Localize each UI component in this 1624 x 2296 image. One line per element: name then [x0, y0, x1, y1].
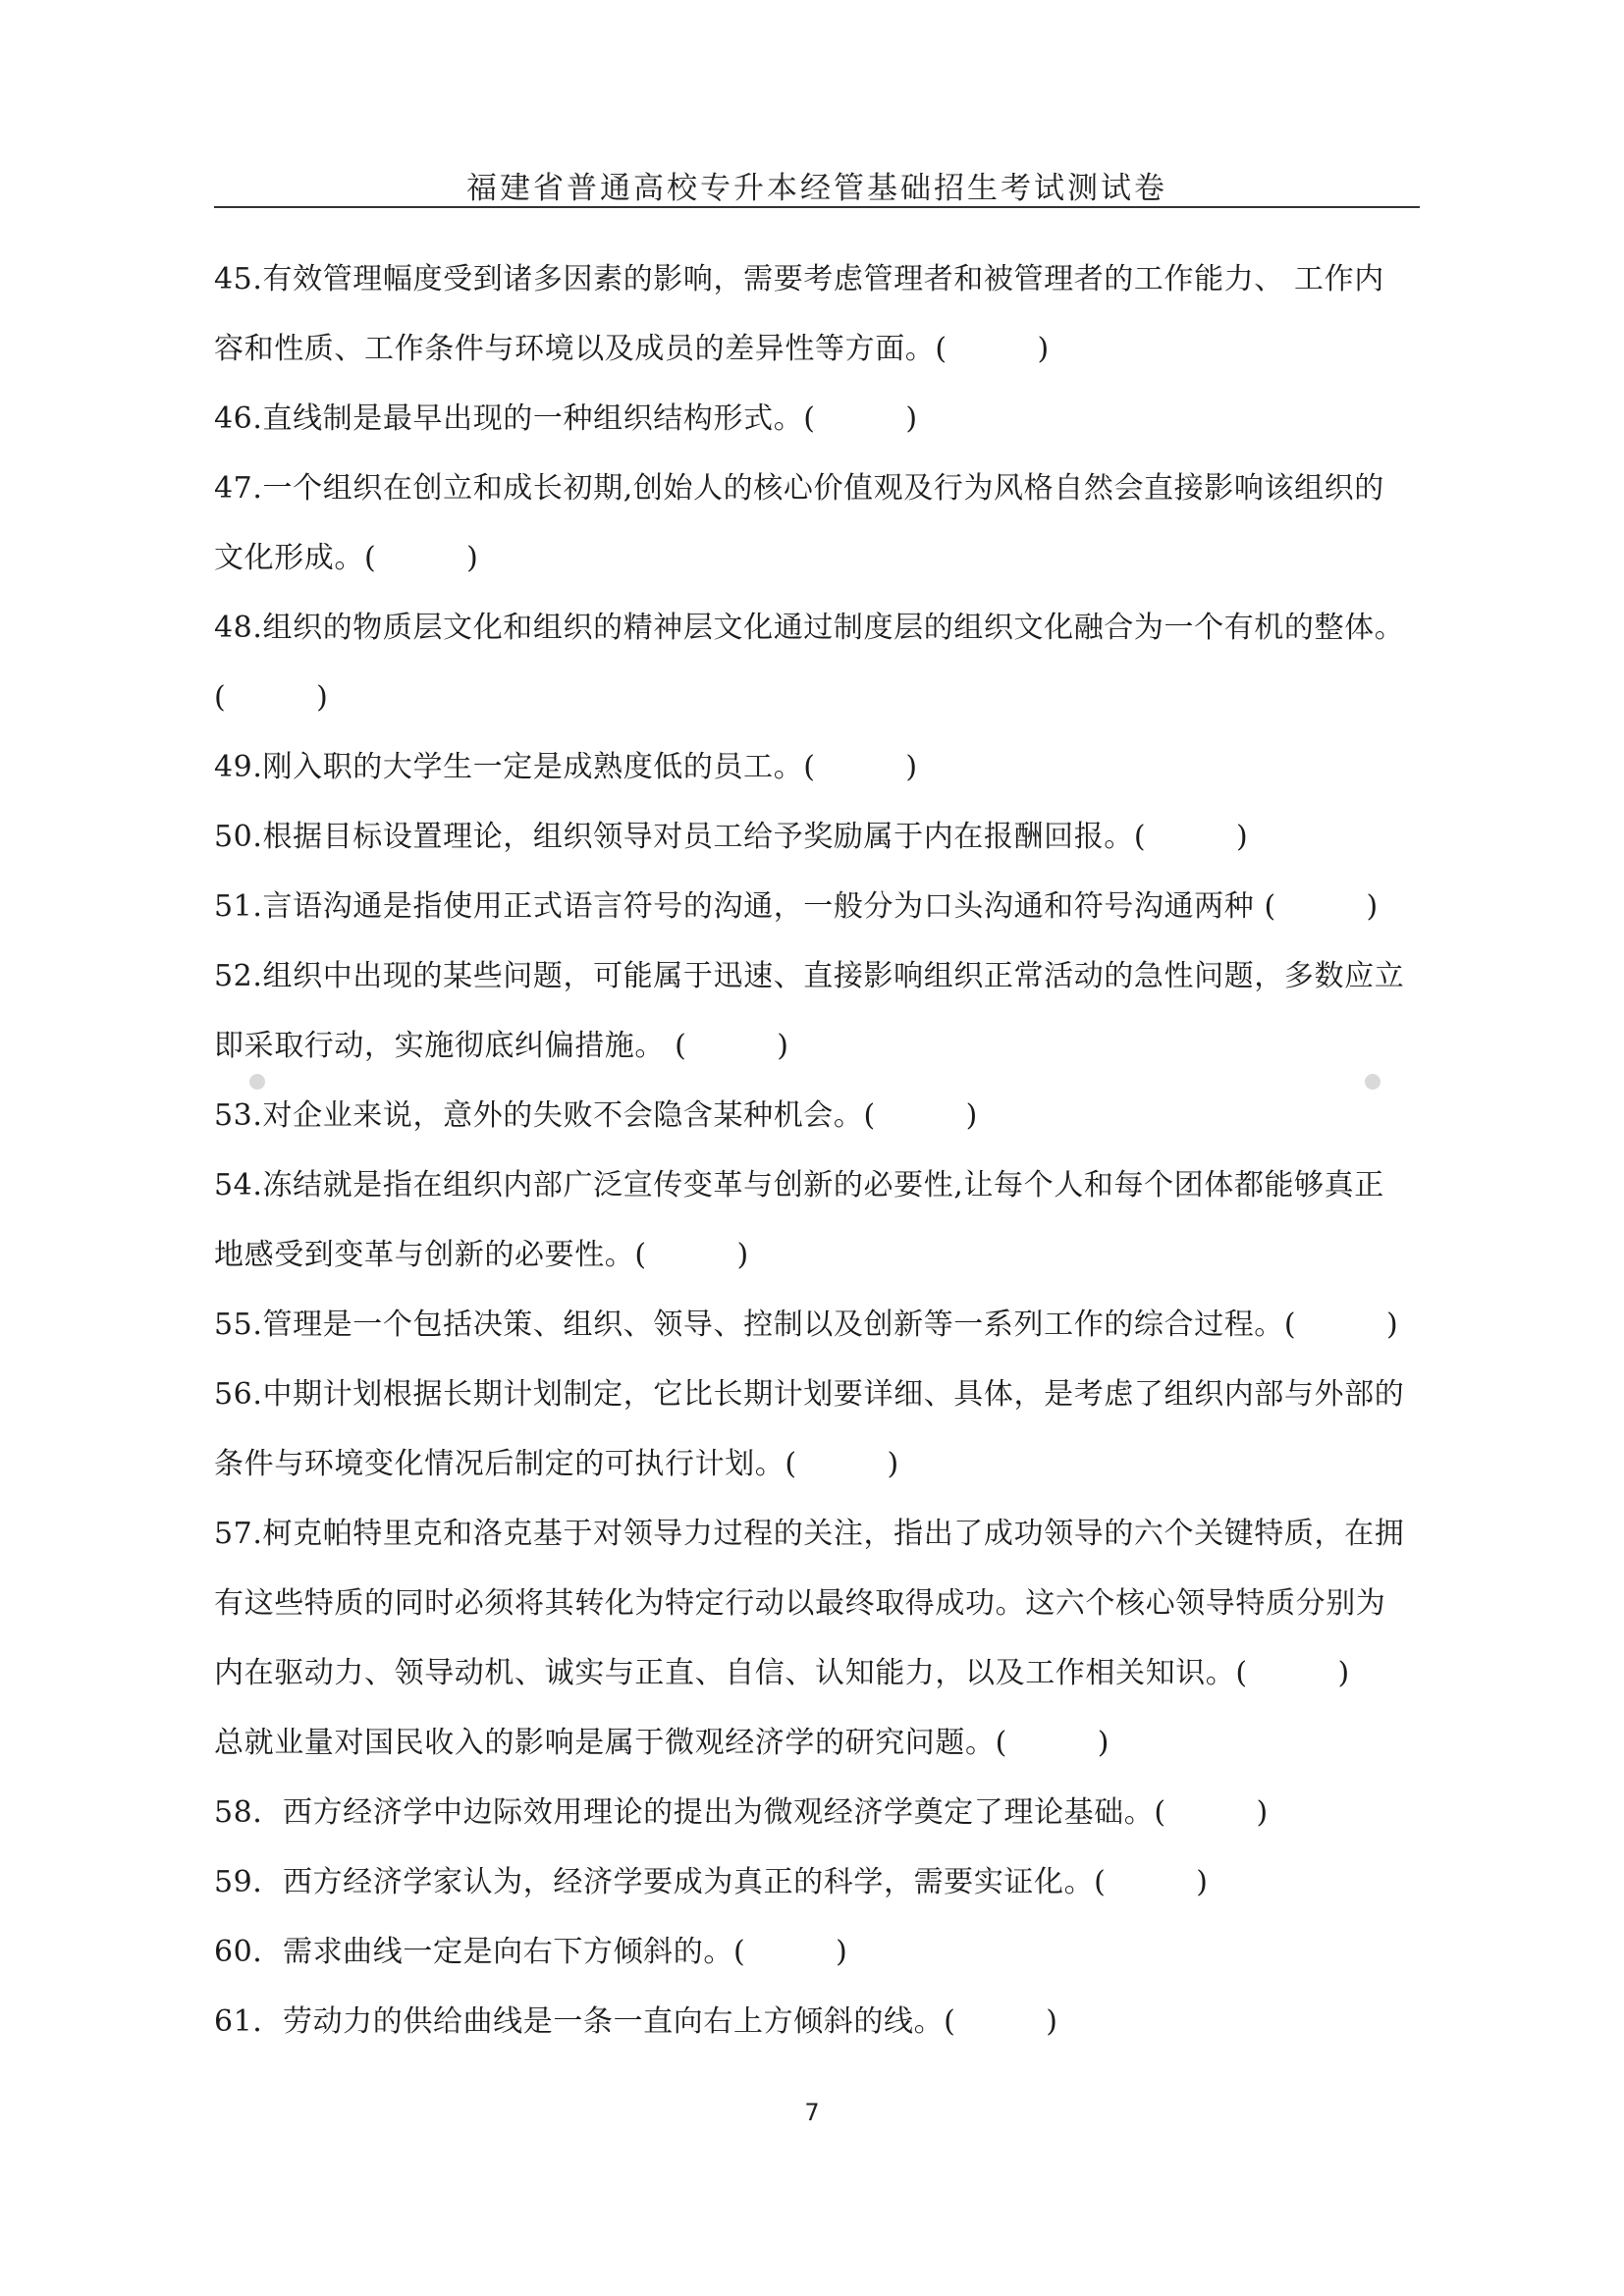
text-line: 地感受到变革与创新的必要性。( )	[214, 1238, 749, 1272]
text-line: ( )	[214, 680, 329, 715]
text-line: 57.柯克帕特里克和洛克基于对领导力过程的关注，指出了成功领导的六个关键特质，在拥	[214, 1517, 1405, 1551]
text-line: 52.组织中出现的某些问题，可能属于迅速、直接影响组织正常活动的急性问题，多数应立	[214, 959, 1405, 993]
text-line: 内在驱动力、领导动机、诚实与正直、自信、认知能力，以及工作相关知识。( )	[214, 1656, 1350, 1690]
header-rule	[214, 206, 1420, 208]
text-line: 53.对企业来说，意外的失败不会隐含某种机会。( )	[214, 1098, 978, 1133]
text-line: 58．西方经济学中边际效用理论的提出为微观经济学奠定了理论基础。( )	[214, 1795, 1269, 1830]
text-line: 条件与环境变化情况后制定的可执行计划。( )	[214, 1447, 899, 1481]
text-line: 50.根据目标设置理论，组织领导对员工给予奖励属于内在报酬回报。( )	[214, 820, 1249, 854]
page-number: 7	[804, 2099, 820, 2126]
text-line: 48.组织的物质层文化和组织的精神层文化通过制度层的组织文化融合为一个有机的整体。	[214, 611, 1405, 645]
text-line: 56.中期计划根据长期计划制定，它比长期计划要详细、具体，是考虑了组织内部与外部的	[214, 1377, 1405, 1412]
text-line: 45.有效管理幅度受到诸多因素的影响，需要考虑管理者和被管理者的工作能力、 工作内	[214, 262, 1384, 296]
text-line: 46.直线制是最早出现的一种组织结构形式。( )	[214, 401, 918, 436]
text-line: 47.一个组织在创立和成长初期,创始人的核心价值观及行为风格自然会直接影响该组织的	[214, 471, 1384, 506]
question-list	[214, 255, 1422, 2067]
text-line: 55.管理是一个包括决策、组织、领导、控制以及创新等一系列工作的综合过程。( )	[214, 1308, 1399, 1342]
text-line: 60．需求曲线一定是向右下方倾斜的。( )	[214, 1935, 848, 1969]
text-line: 容和性质、工作条件与环境以及成员的差异性等方面。( )	[214, 332, 1050, 366]
text-line: 即采取行动，实施彻底纠偏措施。 ( )	[214, 1029, 789, 1063]
text-line: 61．劳动力的供给曲线是一条一直向右上方倾斜的线。( )	[214, 2004, 1058, 2039]
text-line: 总就业量对国民收入的影响是属于微观经济学的研究问题。( )	[214, 1726, 1110, 1760]
text-line: 59．西方经济学家认为，经济学要成为真正的科学，需要实证化。( )	[214, 1865, 1209, 1899]
page-header-title: 福建省普通高校专升本经管基础招生考试测试卷	[466, 171, 1167, 206]
text-line: 51.言语沟通是指使用正式语言符号的沟通，一般分为口头沟通和符号沟通两种 ( )	[214, 889, 1379, 924]
text-line: 有这些特质的同时必须将其转化为特定行动以最终取得成功。这六个核心领导特质分别为	[214, 1586, 1386, 1621]
text-line: 49.刚入职的大学生一定是成熟度低的员工。( )	[214, 750, 918, 784]
text-line: 54.冻结就是指在组织内部广泛宣传变革与创新的必要性,让每个人和每个团体都能够真正	[214, 1168, 1384, 1202]
text-line: 文化形成。( )	[214, 541, 479, 575]
